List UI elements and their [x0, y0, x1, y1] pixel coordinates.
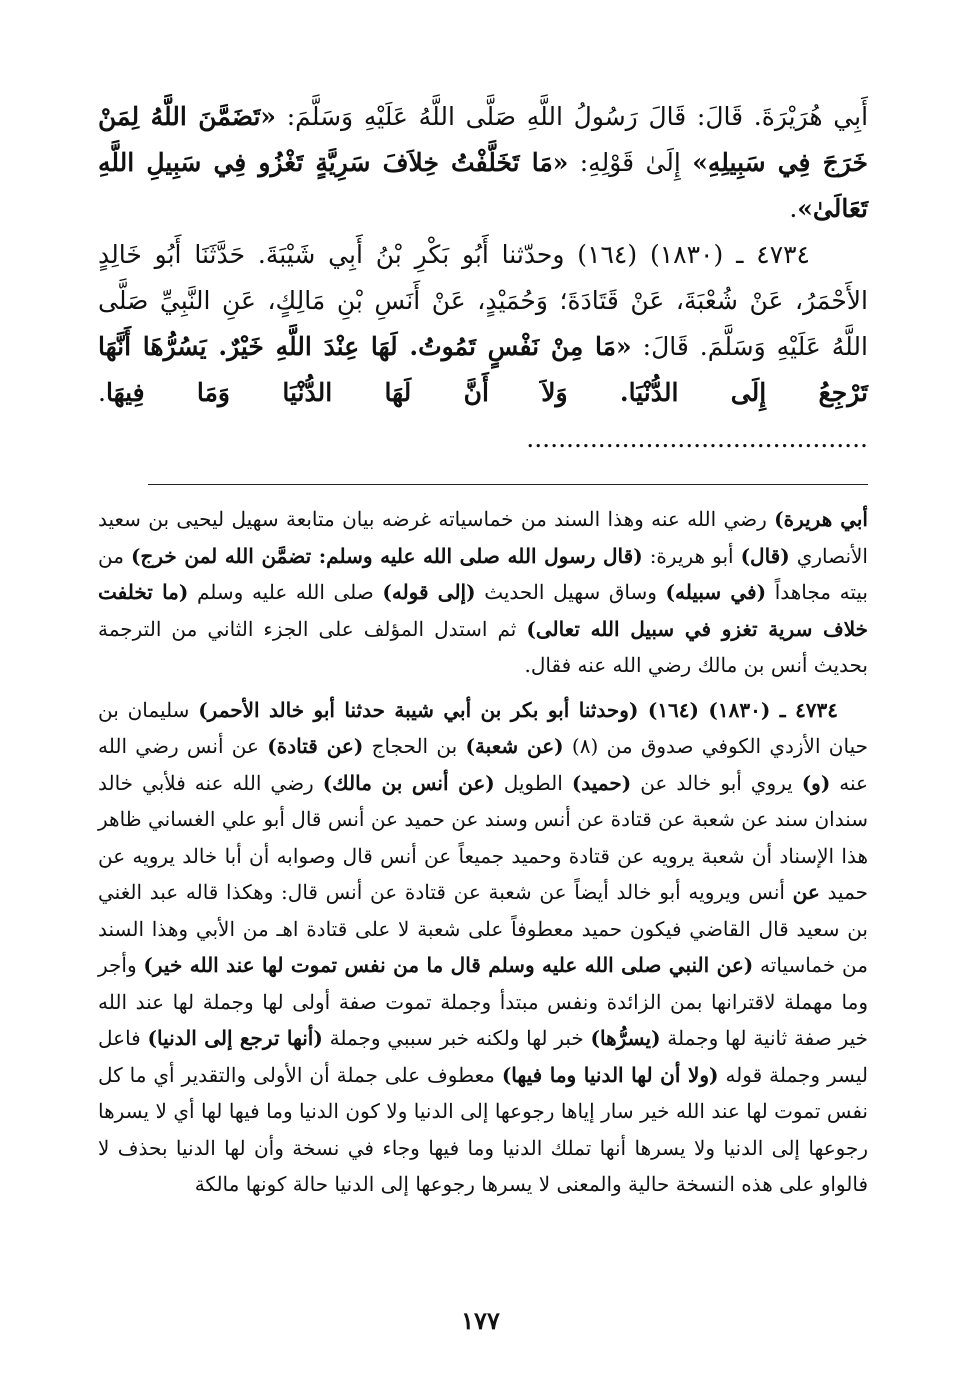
text-span: صلى الله عليه وسلم [188, 580, 383, 604]
bold-span: (في سبيله) [665, 580, 767, 604]
text-span: . [789, 194, 798, 223]
text-span: وأجر وما مهملة لاقترانها بمن الزائدة ونفس مبتدأ وجملة تموت صفة أولى لها وجملة لها عند الله خير صفة ثانية لها وجملة [98, 953, 868, 1050]
bold-span: (قال) [740, 543, 790, 568]
text-span: وساق سهيل الحديث [475, 580, 666, 604]
text-span: إِلَىٰ قَوْلِهِ: [568, 148, 693, 177]
bold-span: (عن النبي صلى الله عليه وسلم قال ما من نفس تموت لها عند الله خير) [143, 953, 754, 977]
text-span: من بيته مجاهداً [98, 543, 868, 604]
text-span: ٤٧٣٤ ـ (١٨٣٠) (١٦٤) وحدّثنا أَبُو بَكْرِ بْنُ أَبِي شَيْبَةَ. حَدَّثَنَا أَبُو خَالِدٍ الأَحْمَرُ، عَنْ شُعْبَةَ، عَنْ قَتَادَةَ؛ وَحُمَيْدٍ، عَنْ أَنَسِ بْنِ مَالِكٍ، عَنِ النَّبِيِّ صَلَّى اللَّهُ عَلَيْهِ وَسَلَّمَ. قَالَ: [98, 240, 868, 361]
text-span: أنس ويرويه أبو خالد أيضاً عن شعبة عن قتادة عن أنس قال: وهكذا قاله عبد الغني بن سعيد قال القاضي فيكون حميد معطوفاً على شعبة لا على قتادة اهـ من الأبي وهذا السند من خماسياته [98, 880, 868, 977]
bold-span: (ولا أن لها الدنيا وما فيها) [501, 1062, 719, 1087]
separator-line [148, 484, 868, 485]
bold-span: (عن قتادة) [267, 734, 364, 758]
bold-span: (إلى قوله) [382, 580, 476, 604]
text-span: سليمان بن حيان الأزدي الكوفي صدوق من (٨) [98, 697, 868, 758]
hadith-paragraph-2 [98, 232, 868, 462]
text-span: معطوف على جملة أن الأولى والتقدير أي ما كل نفس تموت لها عند الله خير سار إياها رجوعها إلى الدنيا ولا كون الدنيا وما فيها لها أي لا يسرها رجوعها إلى الدنيا ولا يسرها أنها تملك الدنيا وما فيها وجاء في نسخة وأن لها الدنيا بحذف لا فالواو على هذه النسخة حالية والمعنى لا يسرها رجوعها إلى الدنيا حالة كونها مالكة [98, 1062, 868, 1196]
bold-span: (أنها ترجع إلى الدنيا) [147, 1026, 323, 1050]
text-span: خبر لها ولكنه خبر سببي وجملة [322, 1026, 591, 1050]
page-number: ١٧٧ [461, 1306, 500, 1335]
quote-span: «تَضَمَّنَ اللَّهُ لِمَنْ خَرَجَ فِي سَبِيلِهِ» [98, 102, 868, 177]
bold-span: عن [792, 880, 820, 904]
quote-span: «مَا تَخَلَّفْتُ خِلاَفَ سَرِيَّةٍ تَغْزُو فِي سَبِيلِ اللَّهِ تَعَالَىٰ» [98, 148, 868, 223]
bold-span: (ما تخلفت خلاف سرية تغزو في سبيل الله تعالى) [98, 580, 868, 641]
text-span: ثم استدل المؤلف على الجزء الثاني من الترجمة بحديث أنس بن مالك رضي الله عنه فقال. [98, 616, 868, 677]
page-content [98, 94, 868, 1203]
bold-span: (يسرُّها) [590, 1026, 661, 1050]
text-span: رضي الله عنه وهذا السند من خماسياته غرضه بيان متابعة سهيل ليحيى بن سعيد الأنصاري [98, 507, 868, 568]
bold-span: (قال رسول الله صلى الله عليه وسلم: تضمَّن الله لمن خرج) [130, 543, 643, 568]
bold-span: (عن شعبة) [465, 734, 564, 758]
commentary-text [98, 501, 868, 1203]
text-span: أبو هريرة: [642, 543, 741, 568]
text-span: فاعل ليسر وجملة قوله [98, 1026, 868, 1087]
text-span: بن الحجاج [363, 734, 466, 758]
bold-span: (عن أنس بن مالك) [322, 770, 495, 795]
bold-span: ٤٧٣٤ ـ (١٨٣٠) (١٦٤) (وحدثنا أبو بكر بن أبي شيبة حدثنا أبو خالد الأحمر) [198, 697, 839, 722]
text-span: . ........................................... [98, 378, 868, 453]
commentary-paragraph-2 [98, 692, 868, 1203]
bold-span: (حميد) [571, 770, 632, 795]
hadith-paragraph-1 [98, 94, 868, 232]
quote-span: «مَا مِنْ نَفْسٍ تَمُوتُ. لَهَا عِنْدَ اللَّهِ خَيْرٌ. يَسُرُّهَا أَنَّهَا تَرْجِعُ إِلَى الدُّنْيَا. وَلاَ أَنَّ لَهَا الدُّنْيَا وَمَا فِيهَا [98, 332, 868, 407]
text-span: الطويل [494, 770, 572, 795]
text-span: يروي أبو خالد عن [631, 770, 802, 795]
commentary-paragraph-1 [98, 501, 868, 684]
bold-span: (و) [801, 770, 831, 795]
text-span: أَبِي هُرَيْرَةَ. قَالَ: قَالَ رَسُولُ اللَّهِ صَلَّى اللَّهُ عَلَيْهِ وَسَلَّمَ: [276, 102, 869, 131]
text-span: رضي الله عنه فلأبي خالد سندان سند عن شعبة عن قتادة عن أنس وسند عن حميد عن أنس قال أبو علي الغساني ظاهر هذا الإسناد أن شعبة يرويه عن قتادة وحميد جميعاً عن أنس قال وصوابه أن أبا خالد يرويه عن حميد [98, 770, 868, 904]
bold-span: أبي هريرة) [774, 507, 868, 531]
hadith-text [98, 94, 868, 462]
text-span: عن أنس رضي الله عنه [98, 734, 868, 795]
